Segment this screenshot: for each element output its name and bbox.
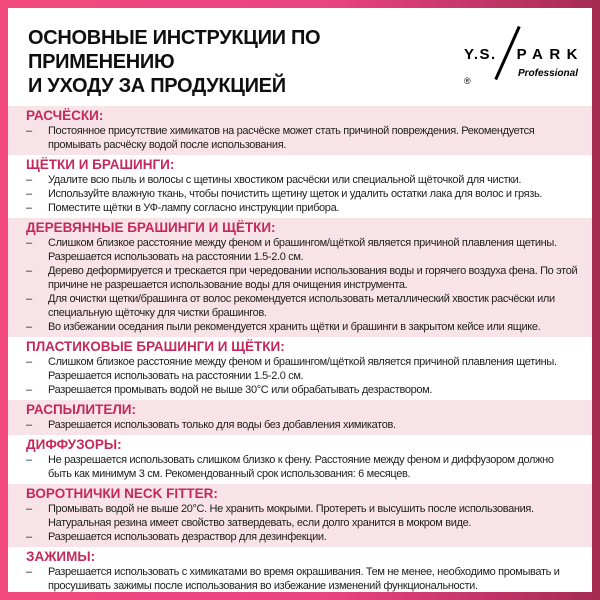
- bullet-item: [26, 201, 578, 215]
- ys-park-logo: [464, 26, 584, 88]
- bullet-text: Дерево деформируется и трескается при чередовании использования воды и горячего воздуха фена. По этой причине не разрешается использование воды для очищения инструмента.: [48, 265, 578, 291]
- section-heading: ЗАЖИМЫ:: [26, 549, 96, 564]
- page-title: [28, 26, 464, 98]
- bullet-text: Не разрешается использовать слишком близко к фену. Расстояние между феном и диффузором должно быть как минимум 3 см. Рекомендованный срок использования: 6 месяцев.: [48, 454, 554, 480]
- bullet-dash: –: [26, 384, 32, 396]
- bullet-item: [26, 187, 578, 201]
- bullet-text: Для очистки щетки/брашинга от волос рекомендуется использовать металлический хвостик расчёски или специальную щёточку для чистки брашингов.: [48, 293, 555, 319]
- registered-trademark-icon: ®: [464, 76, 471, 86]
- section-heading: РАСЧЁСКИ:: [26, 108, 104, 123]
- logo-subtitle: Professional: [517, 68, 578, 79]
- bullet-text: Слишком близкое расстояние между феном и брашингом/щёткой является причиной плавления щетины. Разрешается использовать на расстоянии 1.5-2.0 см.: [48, 237, 557, 263]
- bullet-dash: –: [26, 237, 32, 249]
- bullet-text: Во избежании оседания пыли рекомендуется хранить щётки и брашинги в закрытом кейсе или ящике.: [48, 321, 541, 333]
- bullet-dash: –: [26, 188, 32, 200]
- header: [8, 8, 592, 106]
- bullet-text: Разрешается использовать дезраствор для дезинфекции.: [48, 531, 327, 543]
- bullet-text: Промывать водой не выше 20°C. Не хранить мокрыми. Протереть и высушить после использования. Натуральная резина имеет свойство затвердевать, если долго хранится в мокром виде.: [48, 503, 534, 529]
- section-heading: ВОРОТНИЧКИ NECK FITTER:: [26, 486, 218, 501]
- bullet-item: [26, 530, 578, 544]
- bullet-dash: –: [26, 293, 32, 305]
- bullet-text: Разрешается использовать только для воды без добавления химикатов.: [48, 419, 396, 431]
- care-section: [8, 400, 592, 435]
- care-section: [8, 547, 592, 592]
- bullet-dash: –: [26, 321, 32, 333]
- section-bullets: [26, 173, 578, 215]
- section-heading: ДИФФУЗОРЫ:: [26, 437, 122, 452]
- section-heading: РАСПЫЛИТЕЛИ:: [26, 402, 136, 417]
- care-section: [8, 435, 592, 484]
- page-title-line1: ОСНОВНЫЕ ИНСТРУКЦИИ ПО ПРИМЕНЕНИЮ: [28, 27, 321, 73]
- bullet-dash: –: [26, 202, 32, 214]
- bullet-dash: –: [26, 531, 32, 543]
- bullet-text: Удалите всю пыль и волосы с щетины хвостиком расчёски или специальной щёточкой для чистки.: [48, 174, 522, 186]
- bullet-text: Постоянное присутствие химикатов на расчёске может стать причиной повреждения. Рекомендуется промывать расчёску водой после использования.: [48, 125, 535, 151]
- bullet-item: [26, 383, 578, 397]
- bullet-text: Разрешается промывать водой не выше 30°C или обрабатывать дезраствором.: [48, 384, 433, 396]
- section-bullets: [26, 453, 578, 481]
- section-heading: ПЛАСТИКОВЫЕ БРАШИНГИ И ЩЁТКИ:: [26, 339, 285, 354]
- bullet-text: Используйте влажную ткань, чтобы почистить щетину щеток и удалить остатки лака для волос и грязь.: [48, 188, 543, 200]
- bullet-item: [26, 173, 578, 187]
- bullet-dash: –: [26, 125, 32, 137]
- care-section: [8, 218, 592, 337]
- section-bullets: [26, 418, 578, 432]
- section-bullets: [26, 502, 578, 544]
- bullet-dash: –: [26, 566, 32, 578]
- bullet-text: Разрешается использовать с химикатами во время окрашивания. Тем не менее, необходимо промывать и просушивать зажимы после использования во избежание изменений функциональности.: [48, 566, 560, 592]
- section-bullets: [26, 565, 578, 592]
- logo-ys-text: Y.S.: [464, 46, 497, 63]
- bullet-text: Слишком близкое расстояние между феном и брашингом/щёткой является причиной плавления щетины. Разрешается использовать на расстоянии 1.5-2.0 см.: [48, 356, 557, 382]
- section-heading: ДЕРЕВЯННЫЕ БРАШИНГИ И ЩЁТКИ:: [26, 220, 276, 235]
- page-title-line2: И УХОДУ ЗА ПРОДУКЦИЕЙ: [28, 75, 286, 97]
- section-bullets: [26, 236, 578, 334]
- care-section: [8, 106, 592, 155]
- care-section: [8, 484, 592, 547]
- bullet-dash: –: [26, 503, 32, 515]
- bullet-item: [26, 292, 578, 320]
- bullet-dash: –: [26, 454, 32, 466]
- bullet-item: [26, 418, 578, 432]
- section-bullets: [26, 355, 578, 397]
- bullet-item: [26, 355, 578, 383]
- instruction-card: [8, 8, 592, 592]
- section-heading: ЩЁТКИ И БРАШИНГИ:: [26, 157, 175, 172]
- logo-park-text: PARK: [516, 46, 584, 63]
- section-bullets: [26, 124, 578, 152]
- bullet-item: [26, 502, 578, 530]
- bullet-item: [26, 453, 578, 481]
- bullet-dash: –: [26, 174, 32, 186]
- bullet-dash: –: [26, 356, 32, 368]
- care-section: [8, 155, 592, 218]
- bullet-item: [26, 236, 578, 264]
- bullet-dash: –: [26, 265, 32, 277]
- bullet-item: [26, 565, 578, 592]
- bullet-item: [26, 264, 578, 292]
- bullet-item: [26, 320, 578, 334]
- bullet-item: [26, 124, 578, 152]
- care-section: [8, 337, 592, 400]
- bullet-dash: –: [26, 419, 32, 431]
- bullet-text: Поместите щётки в УФ-лампу согласно инструкции прибора.: [48, 202, 340, 214]
- sections: [8, 106, 592, 592]
